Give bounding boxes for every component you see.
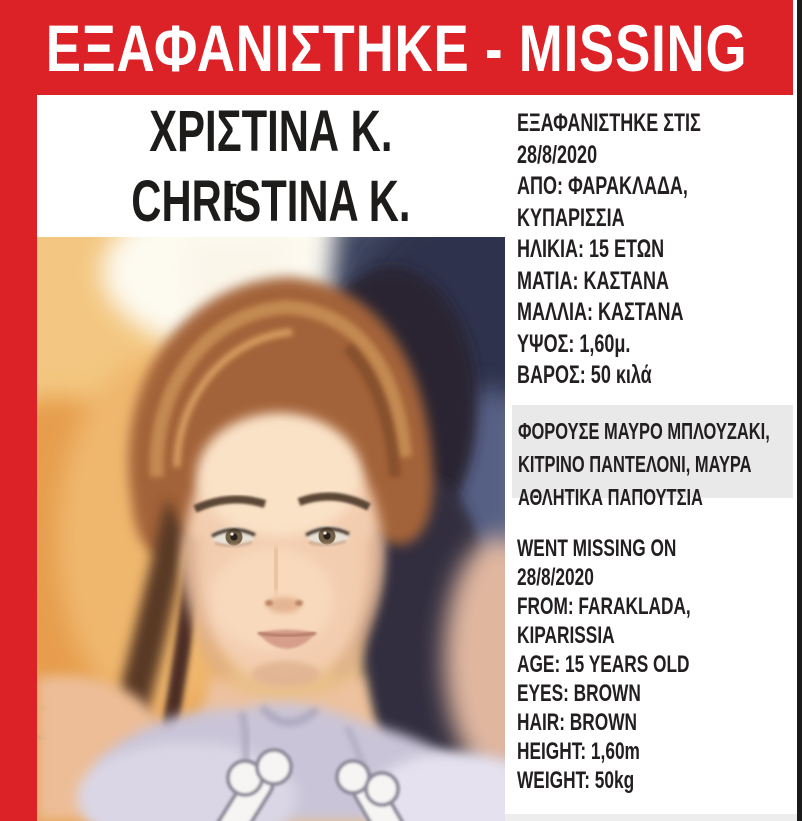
details-greek-section (517, 108, 772, 392)
detail-line: EYES: BROWN (517, 680, 641, 707)
photo-illustration (37, 237, 505, 821)
detail-line: KIPARISSIA (517, 622, 615, 649)
wearing-line: ΦΟΡΟΥΣΕ ΜΑΥΡΟ ΜΠΛΟΥΖΑΚΙ, (518, 418, 770, 444)
name-greek: ΧΡΙΣΤΙΝΑ Κ. (149, 99, 393, 164)
detail-line: ΚΥΠΑΡΙΣΣΙΑ (517, 203, 625, 232)
detail-line: HEIGHT: 1,60m (517, 738, 640, 765)
detail-line: HAIR: BROWN (517, 709, 637, 736)
right-black-border (797, 0, 802, 821)
i-beam-cursor-icon (225, 183, 238, 211)
name-english: CHRISTINA K. (131, 169, 411, 234)
detail-line: 28/8/2020 (517, 140, 598, 169)
detail-line: AGE: 15 YEARS OLD (517, 651, 690, 678)
detail-line: ΜΑΤΙΑ: ΚΑΣΤΑΝΑ (517, 266, 669, 295)
detail-line: WENT MISSING ON (517, 535, 677, 562)
wearing-description-box (512, 405, 793, 510)
name-block (37, 95, 505, 237)
bottom-edge-strip (505, 814, 797, 821)
details-english-section (517, 534, 758, 795)
detail-line: ΕΞΑΦΑΝΙΣΤΗΚΕ ΣΤΙΣ (517, 109, 701, 137)
wearing-line: ΚΙΤΡΙΝΟ ΠΑΝΤΕΛΟΝΙ, ΜΑΥΡΑ (518, 451, 752, 477)
detail-line: ΑΠΟ: ΦΑΡΑΚΛΑΔΑ, (517, 172, 688, 200)
detail-line: ΥΨΟΣ: 1,60μ. (517, 329, 631, 358)
left-red-border (0, 95, 37, 821)
detail-line: ΗΛΙΚΙΑ: 15 ΕΤΩΝ (517, 235, 665, 263)
detail-line: ΒΑΡΟΣ: 50 κιλά (517, 361, 652, 389)
detail-line: ΜΑΛΛΙΑ: ΚΑΣΤΑΝΑ (517, 298, 684, 326)
poster-title: ΕΞΑΦΑΝΙΣΤΗΚΕ - MISSING (45, 10, 748, 85)
detail-line: FROM: FARAKLADA, (517, 593, 691, 620)
detail-line: 28/8/2020 (517, 564, 594, 591)
poster-header (0, 0, 793, 95)
wearing-line: ΑΘΛΗΤΙΚΑ ΠΑΠΟΥΤΣΙΑ (518, 484, 703, 510)
missing-person-photo (37, 237, 505, 821)
detail-line: WEIGHT: 50kg (517, 767, 635, 794)
